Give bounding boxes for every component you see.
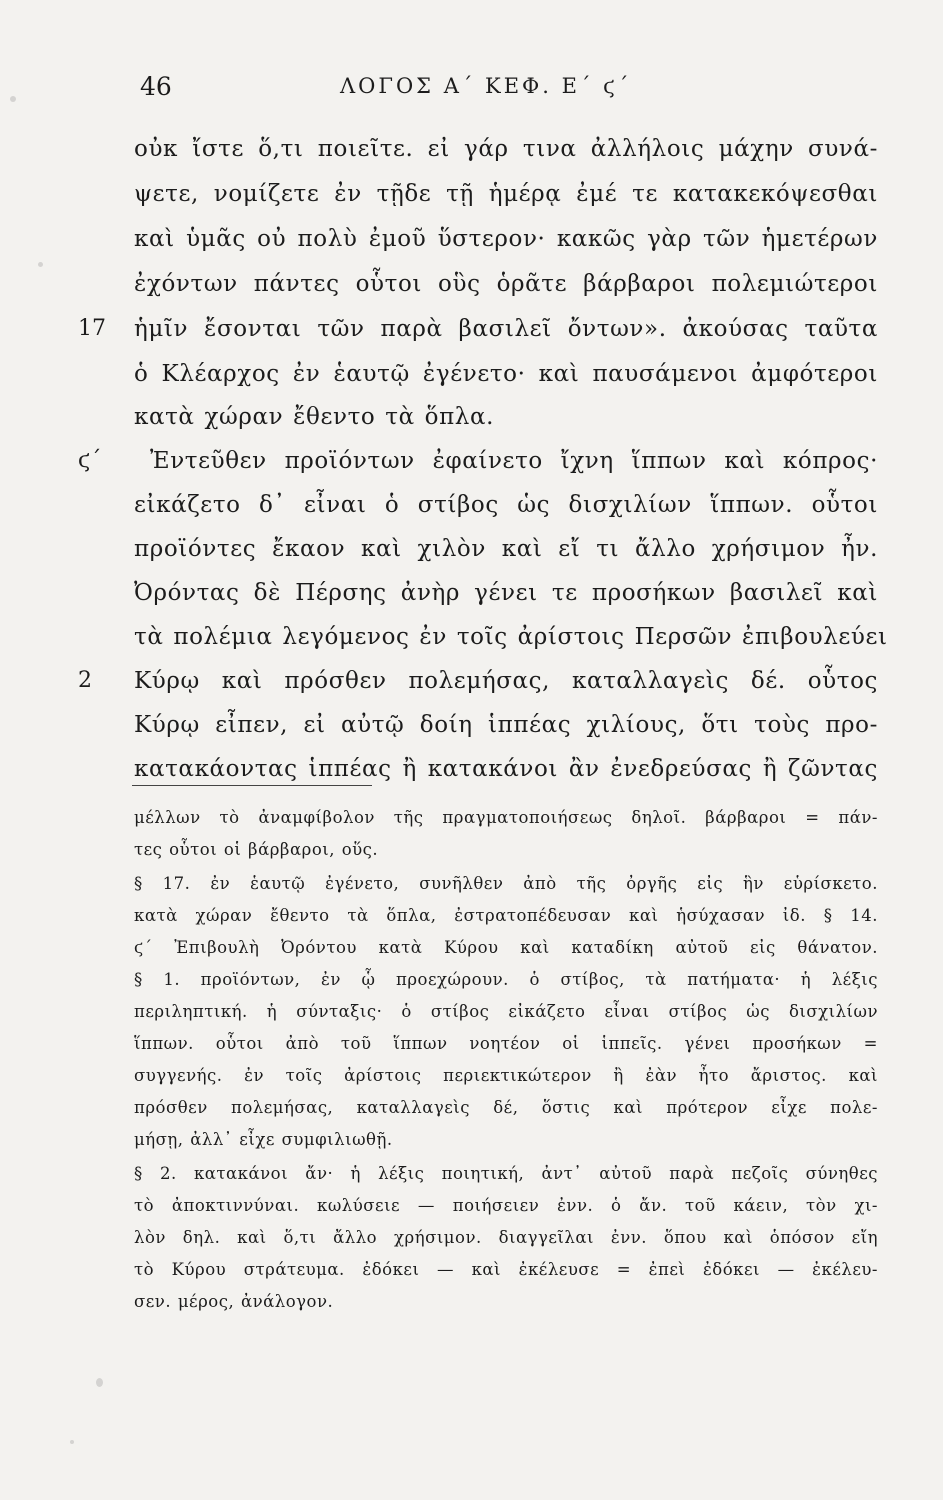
text-line: οὐκ ἴστε ὅ,τι ποιεῖτε. εἰ γάρ τινα ἀλλήλοις μάχην συνά- — [134, 136, 878, 162]
text-line: ἡμῖν ἔσονται τῶν παρὰ βασιλεῖ ὄντων». ἀκούσας ταῦτα — [134, 316, 878, 342]
note-line: § 2. κατακάνοι ἄν· ἡ λέξις ποιητική, ἀντ᾽ αὐτοῦ παρὰ πεζοῖς σύνηθες — [134, 1164, 878, 1183]
note-line: τὸ Κύρου στράτευμα. ἐδόκει — καὶ ἐκέλευσε = ἐπεὶ ἐδόκει — ἐκέλευ- — [134, 1260, 878, 1279]
note-line: τὸ ἀποκτιννύναι. κωλύσειε — ποιήσειεν ἐνν. ὁ ἄν. τοῦ κάειν, τὸν χι- — [134, 1196, 878, 1215]
note-line: πρόσθεν πολεμήσας, καταλλαγεὶς δέ, ὅστις καὶ πρότερον εἶχε πολε- — [134, 1098, 878, 1117]
footnote-divider — [132, 785, 372, 786]
text-line: Ὀρόντας δὲ Πέρσης ἀνὴρ γένει τε προσήκων βασιλεῖ καὶ — [134, 580, 878, 606]
text-line: προϊόντες ἔκαον καὶ χιλὸν καὶ εἴ τι ἄλλο χρήσιμον ἦν. — [134, 536, 878, 562]
note-line: σεν. μέρος, ἀνάλογον. — [134, 1292, 334, 1311]
text-line: ψετε, νομίζετε ἐν τῇδε τῇ ἡμέρᾳ ἐμέ τε κατακεκόψεσθαι — [134, 181, 878, 207]
note-line: § 1. προϊόντων, ἐν ᾧ προεχώρουν. ὁ στίβος, τὰ πατήματα· ἡ λέξις — [134, 970, 878, 989]
margin-chapter-number: ϛ΄ — [78, 448, 102, 473]
text-line: καὶ ὑμᾶς οὐ πολὺ ἐμοῦ ὕστερον· κακῶς γὰρ τῶν ἡμετέρων — [134, 226, 878, 252]
paper-speck — [96, 1378, 103, 1387]
note-line: § 17. ἐν ἑαυτῷ ἐγένετο, συνῆλθεν ἀπὸ τῆς ὀργῆς εἰς ἣν εὑρίσκετο. — [134, 874, 878, 893]
paper-speck — [10, 96, 16, 102]
note-line: κατὰ χώραν ἔθεντο τὰ ὅπλα, ἐστρατοπέδευσαν καὶ ἡσύχασαν ἰδ. § 14. — [134, 906, 878, 925]
text-line: Κύρῳ καὶ πρόσθεν πολεμήσας, καταλλαγεὶς δέ. οὗτος — [134, 668, 878, 694]
text-line: εἰκάζετο δ᾽ εἶναι ὁ στίβος ὡς δισχιλίων ἵππων. οὗτοι — [134, 492, 878, 518]
text-line: ὁ Κλέαρχος ἐν ἑαυτῷ ἐγένετο· καὶ παυσάμενοι ἀμφότεροι — [134, 361, 878, 387]
text-line: Κύρῳ εἶπεν, εἰ αὐτῷ δοίη ἱππέας χιλίους, ὅτι τοὺς προ- — [134, 712, 878, 738]
text-line: τὰ πολέμια λεγόμενος ἐν τοῖς ἀρίστοις Περσῶν ἐπιβουλεύει — [134, 624, 888, 650]
note-line: τες οὗτοι οἱ βάρβαροι, οὕς. — [134, 840, 379, 859]
note-line: λὸν δηλ. καὶ ὅ,τι ἄλλο χρήσιμον. διαγγεῖλαι ἐνν. ὅπου καὶ ὁπόσον εἴη — [134, 1228, 878, 1247]
paper-speck — [38, 262, 43, 267]
note-line: συγγενής. ἐν τοῖς ἀρίστοις περιεκτικώτερον ἢ ἐὰν ἦτο ἄριστος. καὶ — [134, 1066, 878, 1085]
page-number: 46 — [140, 72, 172, 101]
page-header — [0, 72, 943, 108]
margin-section-number: 2 — [78, 668, 92, 693]
note-line: ἵππων. οὗτοι ἀπὸ τοῦ ἵππων νοητέον οἱ ἱππεῖς. γένει προσήκων = — [134, 1034, 878, 1053]
text-line: Ἐντεῦθεν προϊόντων ἐφαίνετο ἴχνη ἵππων καὶ κόπρος· — [150, 448, 878, 474]
text-line: κατὰ χώραν ἔθεντο τὰ ὅπλα. — [134, 404, 495, 430]
note-line: μέλλων τὸ ἀναμφίβολον τῆς πραγματοποιήσεως δηλοῖ. βάρβαροι = πάν- — [134, 808, 878, 827]
paper-speck — [70, 1440, 74, 1444]
margin-section-number: 17 — [78, 316, 106, 341]
note-line: ϛ΄ Ἐπιβουλὴ Ὀρόντου κατὰ Κύρου καὶ καταδίκη αὐτοῦ εἰς θάνατον. — [134, 938, 878, 957]
text-line: κατακάοντας ἱππέας ἢ κατακάνοι ἂν ἐνεδρεύσας ἢ ζῶντας — [134, 756, 878, 782]
note-line: μήσῃ, ἀλλ᾽ εἶχε συμφιλιωθῇ. — [134, 1130, 393, 1149]
text-line: ἐχόντων πάντες οὗτοι οὓς ὁρᾶτε βάρβαροι πολεμιώτεροι — [134, 271, 878, 297]
note-line: περιληπτική. ἡ σύνταξις· ὁ στίβος εἰκάζετο εἶναι στίβος ὡς δισχιλίων — [134, 1002, 878, 1021]
running-head: ΛΟΓΟΣ Α΄ ΚΕΦ. Ε΄ ϛ΄ — [340, 74, 632, 98]
